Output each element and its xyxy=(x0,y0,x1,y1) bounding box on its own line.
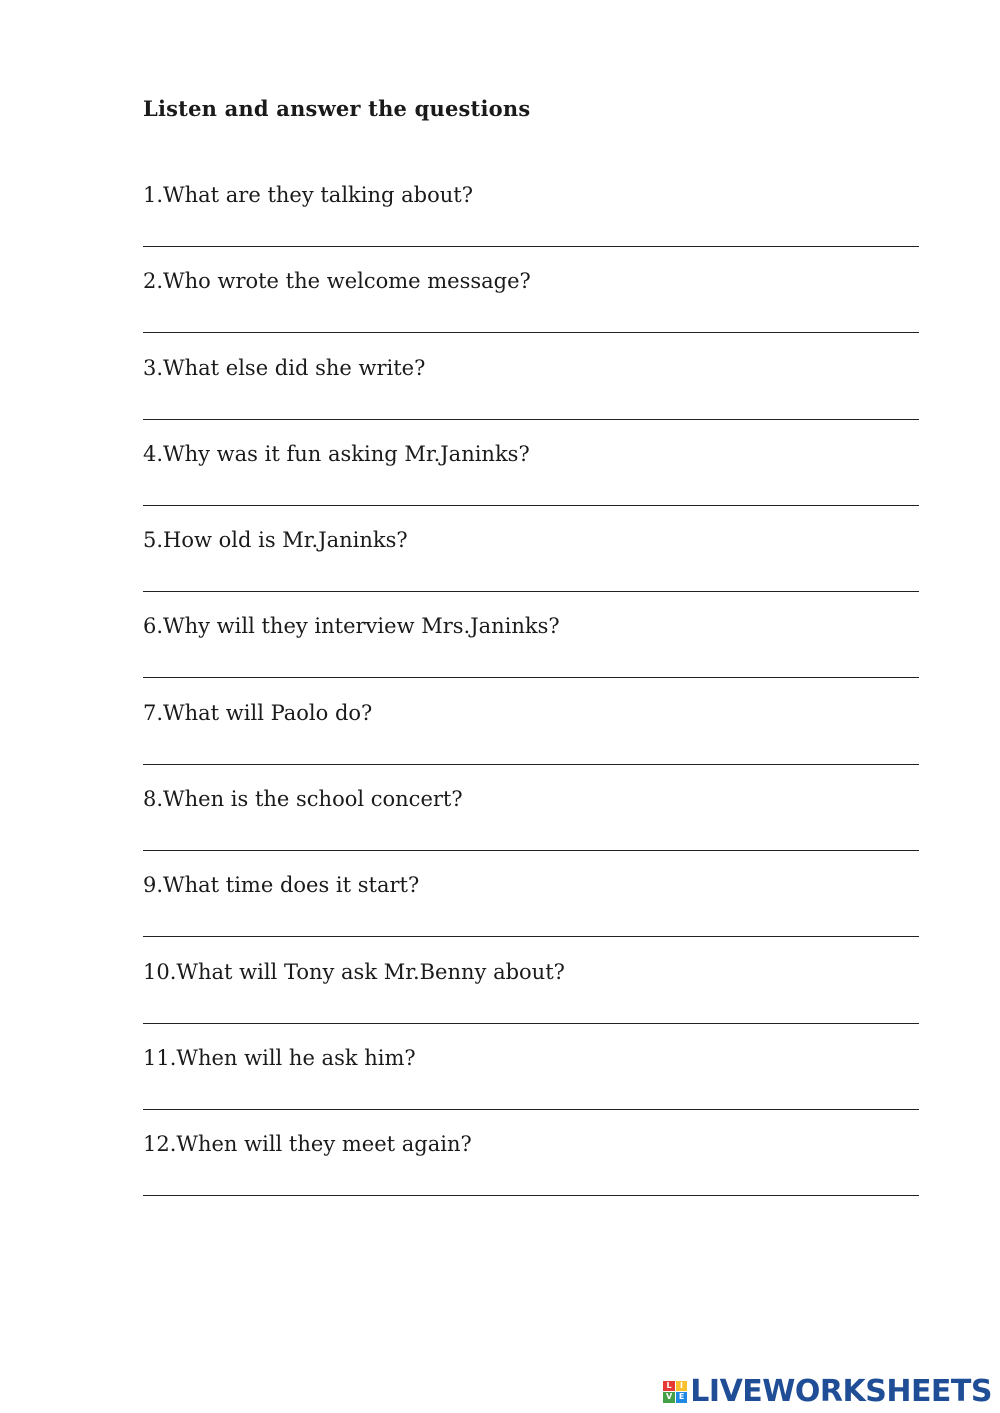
question-item xyxy=(143,1043,919,1129)
question-text: 10.What will Tony ask Mr.Benny about? xyxy=(143,959,565,984)
liveworksheets-logo xyxy=(663,1374,992,1409)
answer-input[interactable] xyxy=(143,332,919,333)
answer-input[interactable] xyxy=(143,936,919,937)
question-text: 4.Why was it fun asking Mr.Janinks? xyxy=(143,441,530,466)
question-text: 11.When will he ask him? xyxy=(143,1045,416,1070)
question-item xyxy=(143,698,919,784)
answer-input[interactable] xyxy=(143,419,919,420)
logo-icon-square: I xyxy=(676,1381,688,1392)
answer-input[interactable] xyxy=(143,505,919,506)
question-text: 8.When is the school concert? xyxy=(143,787,463,812)
question-item xyxy=(143,870,919,956)
answer-input[interactable] xyxy=(143,850,919,851)
question-text: 5.How old is Mr.Janinks? xyxy=(143,528,408,553)
question-text: 1.What are they talking about? xyxy=(143,183,473,207)
answer-input[interactable] xyxy=(143,1195,919,1196)
answer-input[interactable] xyxy=(143,1023,919,1024)
question-item xyxy=(143,957,919,1043)
question-text: 12.When will they meet again? xyxy=(143,1132,472,1157)
question-text: 3.What else did she write? xyxy=(143,355,426,380)
question-text: 2.Who wrote the welcome message? xyxy=(143,269,531,294)
question-text: 7.What will Paolo do? xyxy=(143,700,373,725)
logo-text: LIVEWORKSHEETS xyxy=(690,1374,992,1409)
logo-icon-square: E xyxy=(676,1392,688,1403)
answer-input[interactable] xyxy=(143,677,919,678)
question-text: 6.Why will they interview Mrs.Janinks? xyxy=(143,614,560,639)
logo-icon-square: L xyxy=(663,1381,675,1392)
question-list xyxy=(143,180,919,1216)
question-item xyxy=(143,611,919,697)
answer-input[interactable] xyxy=(143,591,919,592)
question-item xyxy=(143,266,919,352)
question-item xyxy=(143,180,919,266)
question-item xyxy=(143,1129,919,1215)
question-item xyxy=(143,525,919,611)
logo-icon-square: V xyxy=(663,1392,675,1403)
question-item xyxy=(143,784,919,870)
question-text: 9.What time does it start? xyxy=(143,873,420,898)
question-item xyxy=(143,353,919,439)
answer-input[interactable] xyxy=(143,764,919,765)
logo-icon xyxy=(663,1381,687,1403)
answer-input[interactable] xyxy=(143,246,919,247)
question-item xyxy=(143,439,919,525)
worksheet-title: Listen and answer the questions xyxy=(143,96,531,121)
answer-input[interactable] xyxy=(143,1109,919,1110)
